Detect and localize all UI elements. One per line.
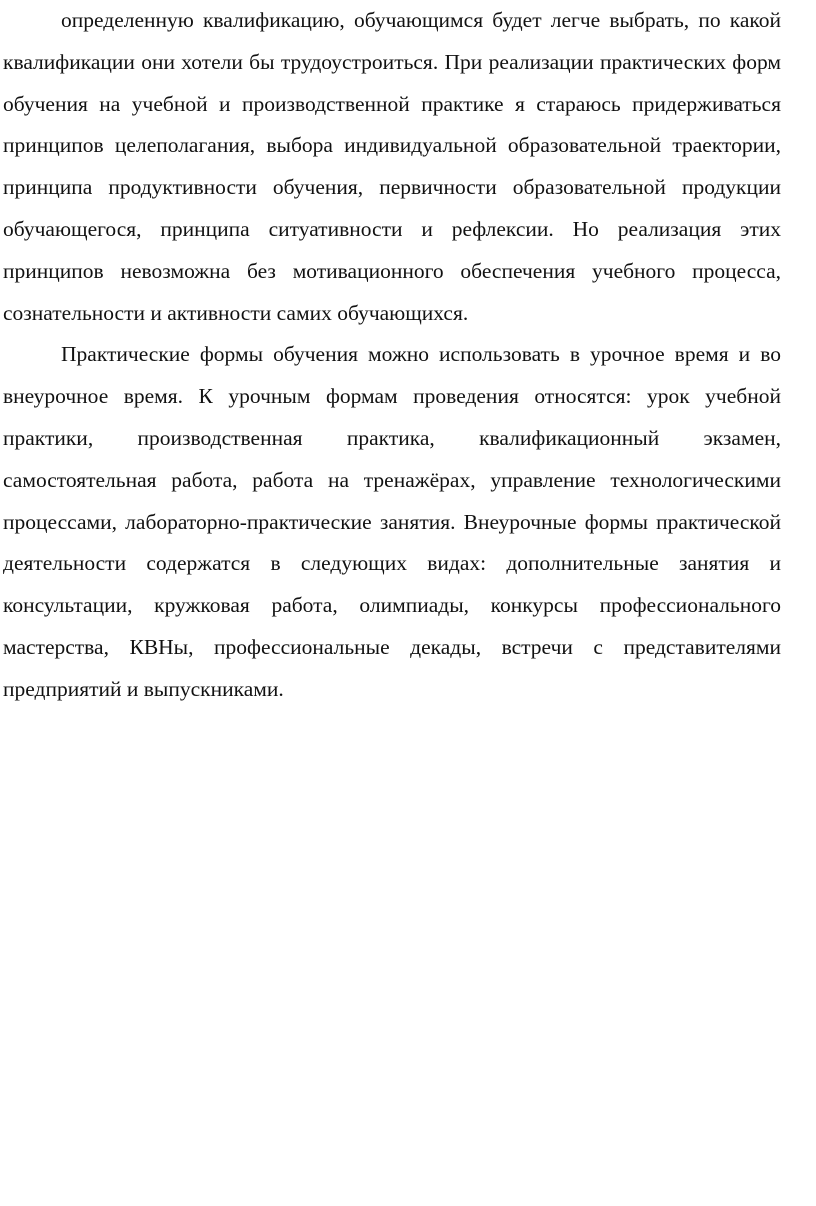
document-body [3,0,781,711]
paragraph-practical-forms: Практические формы обучения можно использовать в урочное время и во внеурочное время. К урочным формам проведения относятся: урок учебной практики, производственная практика, квалификационный экзамен, самостоятельная работа, работа на тренажёрах, управление технологическими процессами, лабораторно-практические занятия. Внеурочные формы практической деятельности содержатся в следующих видах: дополнительные занятия и консультации, кружковая работа, олимпиады, конкурсы профессионального мастерства, КВНы, профессиональные декады, встречи с представителями предприятий и выпускниками. [3,342,781,701]
paragraph-continuation: определенную квалификацию, обучающимся будет легче выбрать, по какой квалификации они хотели бы трудоустроиться. При реализации практических форм обучения на учебной и производственной практике я стараюсь придерживаться принципов целеполагания, выбора индивидуальной образовательной траектории, принципа продуктивности обучения, первичности образовательной продукции обучающегося, принципа ситуативности и рефлексии. Но реализация этих принципов невозможна без мотивационного обеспечения учебного процесса, сознательности и активности самих обучающихся. [3,8,781,325]
